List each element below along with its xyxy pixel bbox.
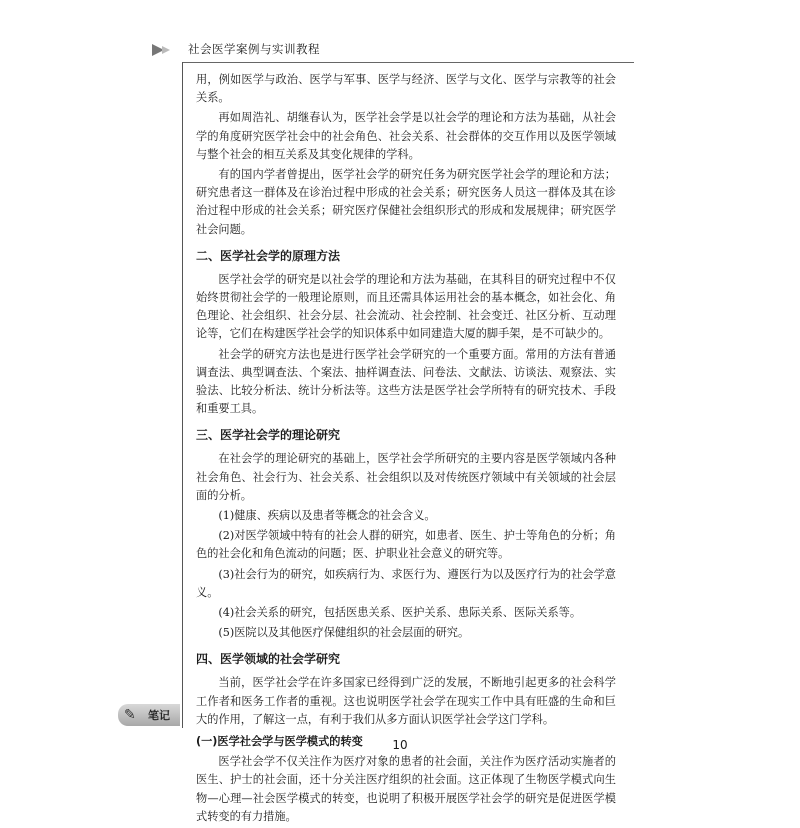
arrow-marker-small-icon bbox=[162, 46, 170, 54]
paragraph: 有的国内学者曾提出，医学社会学的研究任务为研究医学社会学的理论和方法；研究患者这一群体及在诊治过程中形成的社会关系；研究医务人员这一群体及其在诊治过程中形成的社会关系；研究医疗保健社会组织形式的形成和发展规律；研究医学社会问题。 bbox=[196, 168, 616, 236]
paragraph: 医学社会学不仅关注作为医疗对象的患者的社会面，关注作为医疗活动实施者的医生、护士的社会面，还十分关注医疗组织的社会面。这正体现了生物医学模式向生物—心理—社会医学模式的转变，也说明了积极开展医学社会学的研究是促进医学模式转变的有力措施。 bbox=[196, 755, 616, 823]
paragraph: 社会学的研究方法也是进行医学社会学研究的一个重要方面。常用的方法有普通调查法、典型调查法、个案法、抽样调查法、问卷法、文献法、访谈法、观察法、实验法、比较分析法、统计分析法等。这些方法是医学社会学所特有的研究技术、手段和重要工具。 bbox=[196, 347, 616, 416]
list-item: (3)社会行为的研究，如疾病行为、求医行为、遵医行为以及医疗行为的社会学意义。 bbox=[196, 567, 616, 599]
section-heading: 三、医学社会学的理论研究 bbox=[196, 428, 341, 443]
paragraph: 用，例如医学与政治、医学与军事、医学与经济、医学与文化、医学与宗教等的社会关系。 bbox=[196, 73, 616, 105]
section-heading: 四、医学领域的社会学研究 bbox=[196, 652, 341, 667]
list-item: (2)对医学领域中特有的社会人群的研究，如患者、医生、护士等角色的分析；角色的社会化和角色流动的问题；医、护职业社会意义的研究等。 bbox=[196, 529, 616, 561]
paragraph: 再如周浩礼、胡继春认为，医学社会学是以社会学的理论和方法为基础，从社会学的角度研究医学社会中的社会角色、社会关系、社会群体的交互作用以及医学领域与整个社会的相互关系及其变化规律的学科。 bbox=[196, 111, 616, 161]
running-header bbox=[152, 38, 672, 62]
list-item: (4)社会关系的研究，包括医患关系、医护关系、患际关系、医际关系等。 bbox=[218, 606, 582, 620]
notes-tab bbox=[118, 704, 180, 726]
book-title: 社会医学案例与实训教程 bbox=[188, 42, 320, 56]
paragraph: 当前，医学社会学在许多国家已经得到广泛的发展，不断地引起更多的社会科学工作者和医务工作者的重视。这也说明医学社会学在现实工作中具有旺盛的生命和巨大的作用，了解这一点，有利于我们从多方面认识医学社会学这门学科。 bbox=[196, 676, 616, 726]
header-rule bbox=[182, 62, 634, 63]
page-number: 10 bbox=[392, 738, 408, 752]
paragraph: 医学社会学的研究是以社会学的理论和方法为基础，在其科目的研究过程中不仅始终贯彻社会学的一般理论原则，而且还需具体运用社会的基本概念，如社会化、角色理论、社会组织、社会分层、社会流动、社会控制、社会变迁、社区分析、互动理论等，它们在构建医学社会学的知识体系中如同建造大厦的脚手架，是不可缺少的。 bbox=[196, 272, 616, 341]
notes-label: 笔记 bbox=[148, 709, 170, 722]
list-item: (1)健康、疾病以及患者等概念的社会含义。 bbox=[218, 509, 436, 523]
section-heading: 二、医学社会学的原理方法 bbox=[196, 248, 341, 263]
list-item: (5)医院以及其他医疗保健组织的社会层面的研究。 bbox=[218, 626, 470, 640]
subsection-heading: (一)医学社会学与医学模式的转变 bbox=[196, 735, 363, 749]
paragraph: 在社会学的理论研究的基础上，医学社会学所研究的主要内容是医学领域内各种社会角色、社会行为、社会关系、社会组织以及对传统医疗领域中有关领域的社会层面的分析。 bbox=[196, 452, 616, 502]
margin-rule bbox=[182, 62, 183, 728]
pencil-icon: ✎ bbox=[124, 707, 136, 723]
page-body bbox=[196, 71, 616, 828]
